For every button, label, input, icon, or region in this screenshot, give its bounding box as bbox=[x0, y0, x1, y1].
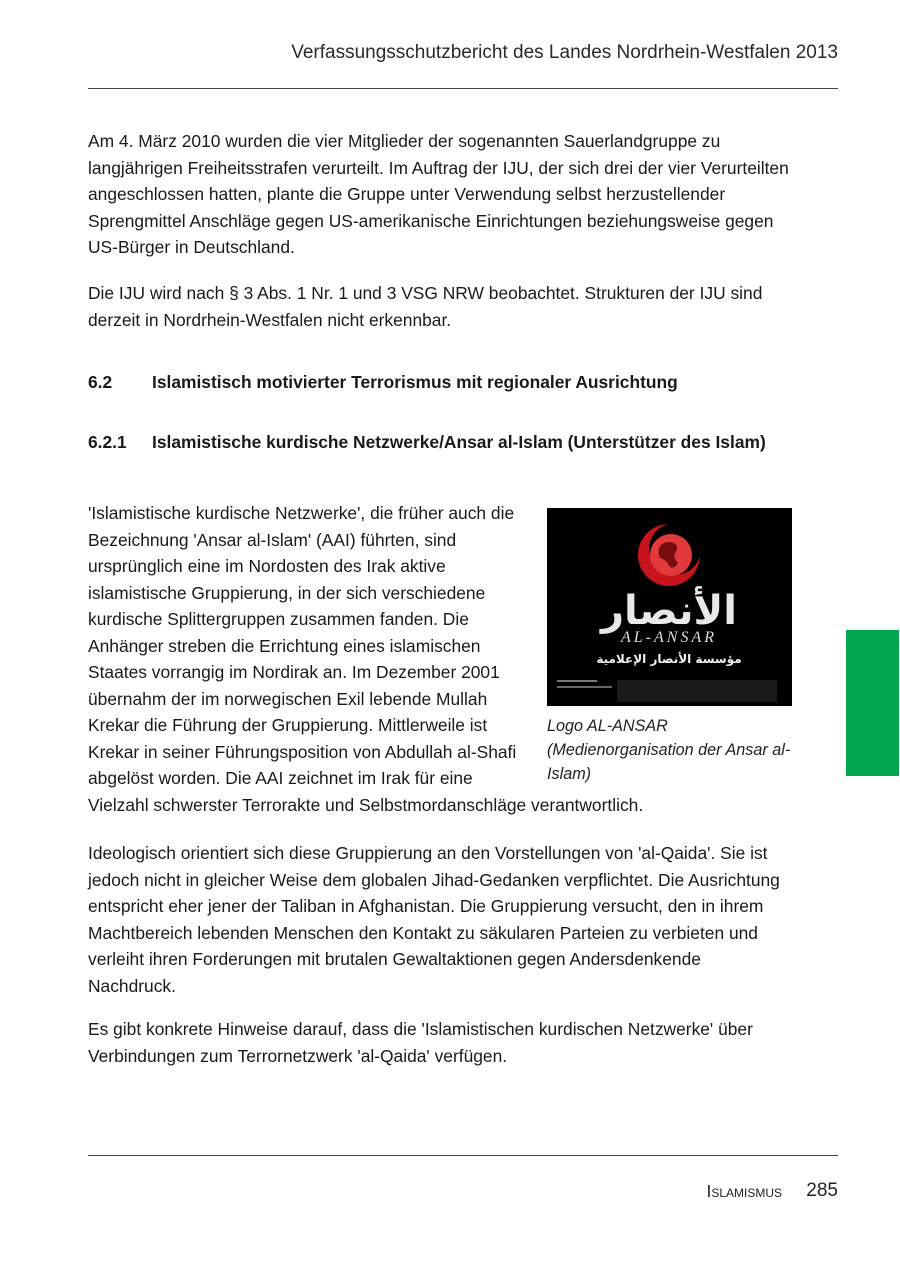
page-number: 285 bbox=[806, 1180, 838, 1201]
figure-al-ansar-logo bbox=[547, 508, 793, 790]
paragraph-iju-observation: Die IJU wird nach § 3 Abs. 1 Nr. 1 und 3 VSG NRW beobachtet. Strukturen der IJU sind derzeit in Nordrhein-Westfalen nicht erkennbar. bbox=[88, 283, 763, 330]
paragraph-with-figure bbox=[88, 500, 793, 818]
logo-latin-wordmark: AL-ANSAR bbox=[621, 629, 717, 646]
section-heading-6-2-1 bbox=[88, 429, 808, 456]
footer-rule bbox=[88, 1155, 838, 1156]
paragraph-ideology: Ideologisch orientiert sich diese Gruppierung an den Vorstellungen von 'al-Qaida'. Sie ist jedoch nicht in gleicher Weise dem globalen Jihad-Gedanken verpflichtet. Die Ausrichtung entspricht eher jener der Taliban in Afghanistan. Die Gruppierung versucht, den in ihrem Machtbereich lebenden Menschen den Kontakt zu säkularen Parteien zu verbieten und verleiht ihren Forderungen mit brutalen Gewaltaktionen gegen Andersdenkende Nachdruck. bbox=[88, 843, 780, 996]
al-ansar-logo-graphic bbox=[547, 508, 792, 706]
footer-section-name: Islamismus bbox=[706, 1181, 782, 1201]
header-rule bbox=[88, 88, 838, 89]
running-header-title: Verfassungsschutzbericht des Landes Nordrhein-Westfalen 2013 bbox=[291, 42, 838, 63]
section-title: Islamistisch motivierter Terrorismus mit regionaler Ausrichtung bbox=[152, 372, 678, 392]
logo-arabic-wordmark: الأنصار bbox=[601, 588, 737, 634]
paragraph-sauerland: Am 4. März 2010 wurden die vier Mitglieder der sogenannten Sauerlandgruppe zu langjährigen Freiheitsstrafen verurteilt. Im Auftrag der IJU, der sich drei der vier Verurteilten angeschlossen hatten, plante die Gruppe unter Verwendung selbst herzustellender Sprengmittel Anschläge gegen US-amerikanische Einrichtungen beziehungsweise gegen US-Bürger in Deutschland. bbox=[88, 131, 789, 257]
logo-arabic-subtitle: مؤسسة الأنصار الإعلامية bbox=[596, 652, 742, 666]
subsection-number: 6.2.1 bbox=[88, 432, 127, 452]
section-heading-6-2 bbox=[88, 369, 808, 396]
paragraph-kurdish-networks: 'Islamistische kurdische Netzwerke', die früher auch die Bezeichnung 'Ansar al-Islam' (AAI) führten, sind ursprünglich eine im Nordosten des Irak aktive islamistische Gruppierung, in der sich verschiedene kurdische Splittergruppen zusammen fanden. Die Anhänger streben die Errichtung eines islamischen Staates vorrangig im Nordirak an. Im Dezember 2001 übernahm der im norwegischen Exil lebende Mullah Krekar die Führung der Gruppierung. Mittlerweile ist Krekar in seiner Führungsposition von Abdullah al-Shafi abgelöst worden. Die AAI zeichnet im Irak für eine Vielzahl schwerster Terrorakte und Selbstmordanschläge verantwortlich. bbox=[88, 503, 644, 815]
chapter-side-tab bbox=[846, 630, 899, 776]
figure-caption: Logo AL-ANSAR (Medienorganisation der Ansar al-Islam) bbox=[547, 717, 791, 783]
paragraph-al-qaida-links: Es gibt konkrete Hinweise darauf, dass die 'Islamistischen kurdischen Netzwerke' über Verbindungen zum Terrornetzwerk 'al-Qaida' verfügen. bbox=[88, 1019, 753, 1066]
al-ansar-logo-image bbox=[547, 508, 792, 706]
section-number: 6.2 bbox=[88, 372, 113, 392]
subsection-title: Islamistische kurdische Netzwerke/Ansar al-Islam (Unterstützer des Islam) bbox=[152, 432, 766, 452]
